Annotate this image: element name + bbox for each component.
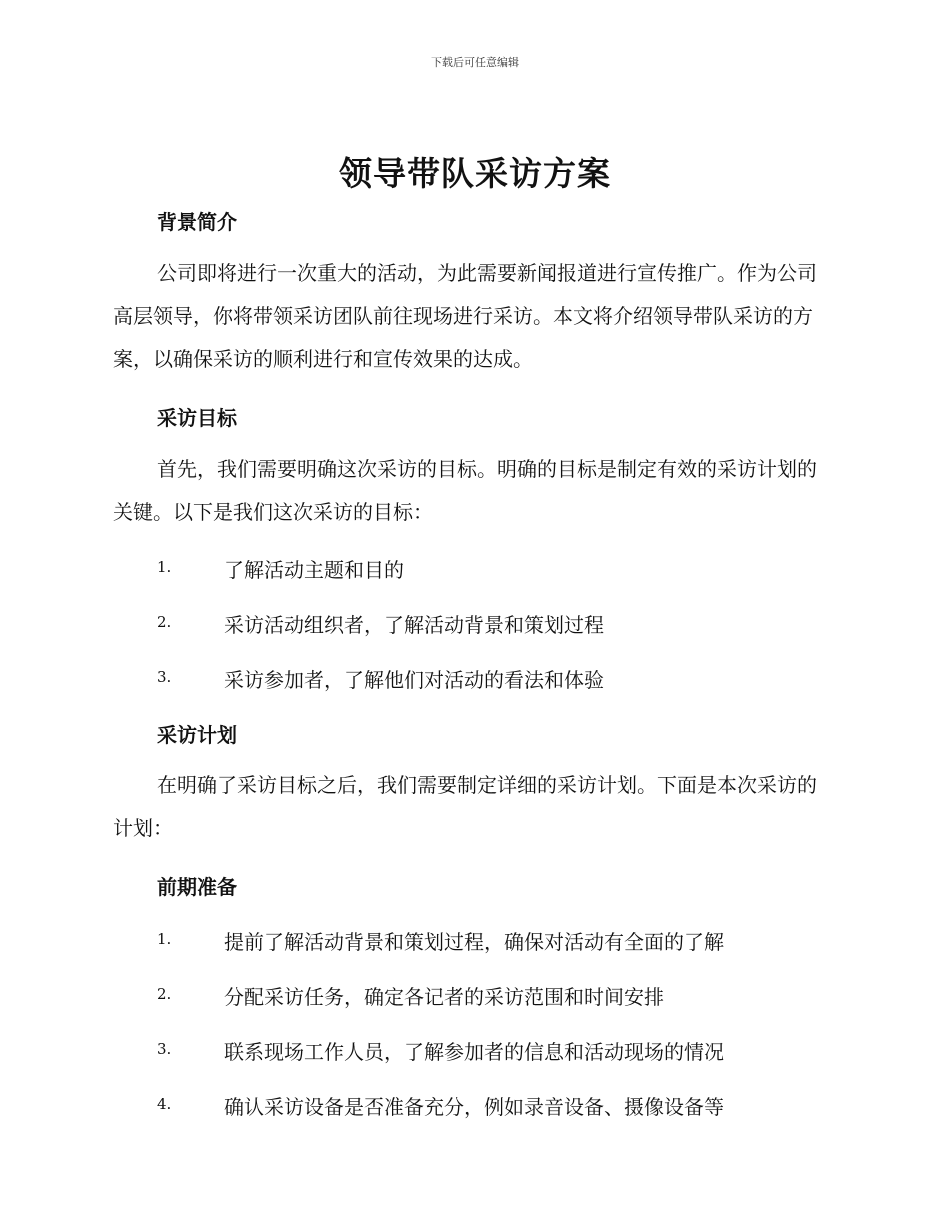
list-number: 3. [157, 668, 172, 686]
list-number: 3. [157, 1040, 172, 1058]
list-text: 采访活动组织者，了解活动背景和策划过程 [224, 613, 604, 637]
section-heading-background: 背景简介 [157, 210, 237, 234]
plan-paragraph: 在明确了采访目标之后，我们需要制定详细的采访计划。下面是本次采访的计划： [113, 773, 817, 840]
list-text: 分配采访任务，确定各记者的采访范围和时间安排 [224, 985, 664, 1009]
list-number: 4. [157, 1095, 172, 1113]
list-number: 2. [157, 613, 172, 631]
list-number: 2. [157, 985, 172, 1003]
goals-paragraph: 首先，我们需要明确这次采访的目标。明确的目标是制定有效的采访计划的关键。以下是我们这次采访的目标： [113, 457, 817, 524]
section-heading-prep: 前期准备 [157, 875, 237, 899]
list-text: 确认采访设备是否准备充分，例如录音设备、摄像设备等 [224, 1095, 724, 1119]
list-text: 联系现场工作人员，了解参加者的信息和活动现场的情况 [224, 1040, 724, 1064]
list-text: 了解活动主题和目的 [224, 558, 404, 582]
list-number: 1. [157, 930, 172, 948]
section-heading-plan: 采访计划 [157, 723, 237, 747]
list-text: 提前了解活动背景和策划过程，确保对活动有全面的了解 [224, 930, 724, 954]
document-title: 领导带队采访方案 [339, 154, 611, 193]
list-number: 1. [157, 558, 172, 576]
page-header-note: 下载后可任意编辑 [431, 56, 519, 69]
list-text: 采访参加者，了解他们对活动的看法和体验 [224, 668, 604, 692]
section-heading-goals: 采访目标 [157, 406, 237, 430]
background-paragraph: 公司即将进行一次重大的活动，为此需要新闻报道进行宣传推广。作为公司高层领导，你将带领采访团队前往现场进行采访。本文将介绍领导带队采访的方案，以确保采访的顺利进行和宣传效果的达成。 [113, 261, 817, 371]
